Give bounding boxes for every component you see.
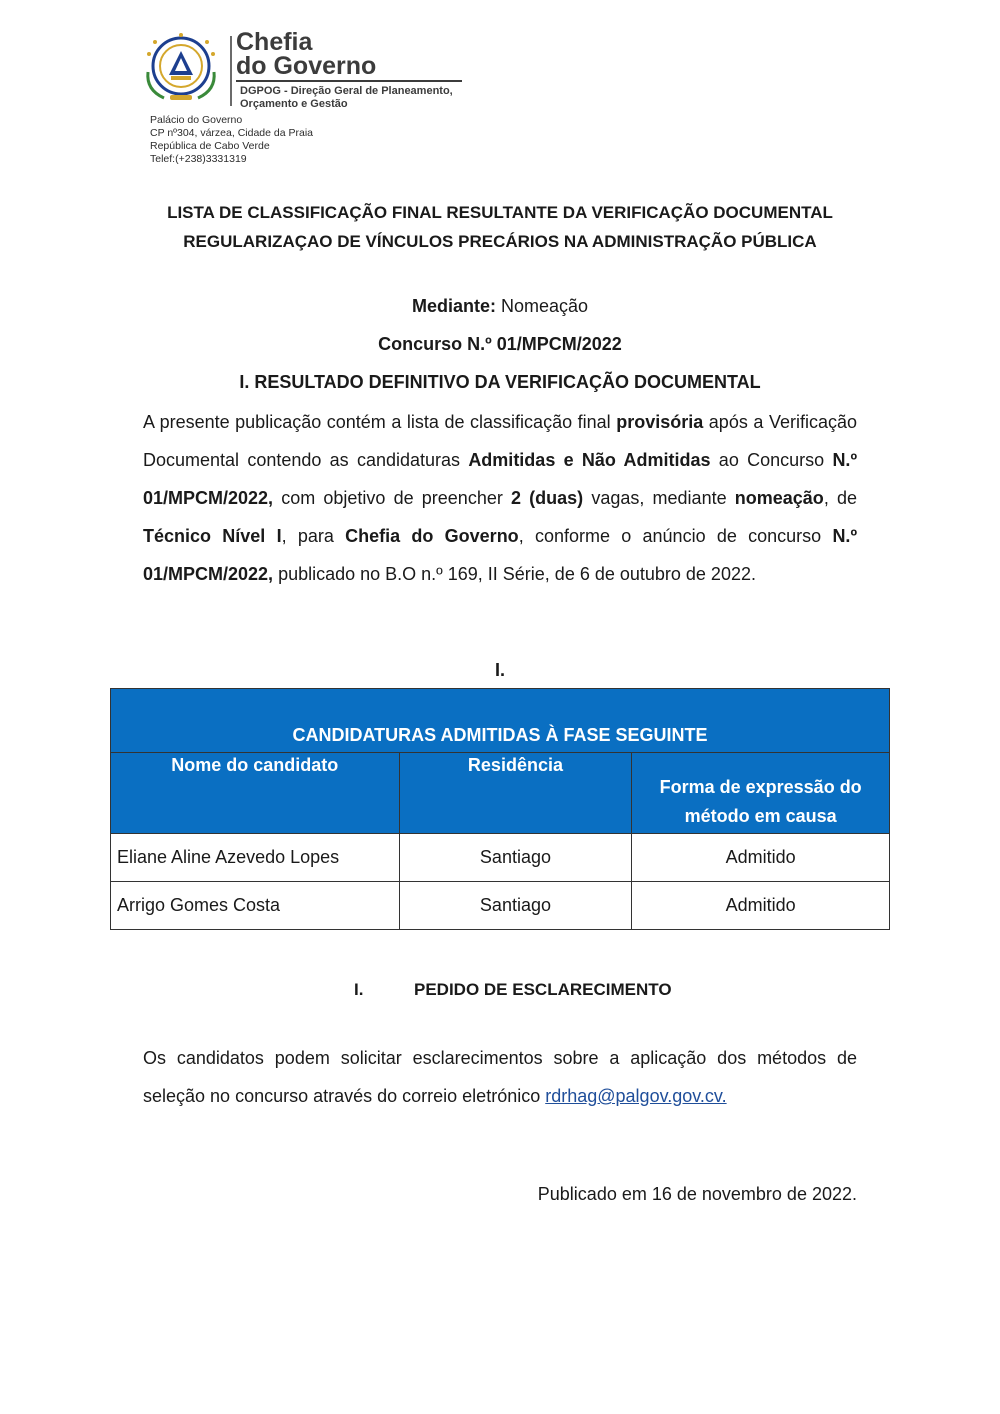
para-bold: 2 (duas)	[511, 488, 584, 508]
section2-number: I.	[354, 980, 364, 999]
cell-status: Admitido	[632, 834, 890, 882]
title-line1: LISTA DE CLASSIFICAÇÃO FINAL RESULTANTE DA VERIFICAÇÃO DOCUMENTAL	[167, 203, 833, 222]
cell-candidate-name: Eliane Aline Azevedo Lopes	[111, 834, 400, 882]
section1-title: I. RESULTADO DEFINITIVO DA VERIFICAÇÃO DOCUMENTAL	[239, 372, 761, 392]
table-band-row	[111, 689, 890, 753]
table-header-row	[111, 753, 890, 834]
table-band-title: CANDIDATURAS ADMITIDAS À FASE SEGUINTE	[111, 689, 890, 753]
para-text: com objetivo de preencher	[273, 488, 511, 508]
org-underline	[236, 80, 462, 82]
intro-paragraph	[143, 403, 857, 593]
address-line: CP nº304, várzea, Cidade da Praia	[150, 127, 313, 139]
email-link[interactable]: rdrhag@palgov.gov.cv.	[545, 1086, 727, 1106]
para-bold: N.º 01/MPCM/2022,	[143, 526, 858, 584]
para-text: , para	[281, 526, 346, 546]
cell-candidate-name: Arrigo Gomes Costa	[111, 882, 400, 930]
address-line: República de Cabo Verde	[150, 140, 270, 152]
table-row	[111, 834, 890, 882]
col-header-residence: Residência	[399, 753, 632, 834]
org-subtitle	[240, 85, 480, 111]
table-row	[111, 882, 890, 930]
mediante-label: Mediante:	[411, 296, 496, 316]
para-text: , de	[823, 488, 857, 508]
para-text: publicado no B.O n.º 169, II Série, de 6 de outubro de 2022.	[273, 564, 756, 584]
org-name	[236, 30, 376, 78]
org-name-line1: Chefia	[236, 28, 313, 56]
candidates-table	[110, 688, 890, 930]
mediante-line	[100, 296, 900, 317]
para-bold: N.º 01/MPCM/2022,	[143, 450, 858, 508]
para-bold: nomeação	[734, 488, 824, 508]
clarification-paragraph	[143, 1039, 857, 1115]
logo-divider	[230, 36, 232, 106]
address-block	[150, 114, 313, 166]
coat-of-arms-icon	[140, 32, 222, 106]
para-text: ao Concurso	[710, 450, 833, 470]
para-bold: Chefia do Governo	[345, 526, 519, 546]
header-logo	[140, 30, 480, 110]
section2-title: PEDIDO DE ESCLARECIMENTO	[414, 980, 672, 999]
para-text: após a Verificação Documental contendo as candidaturas	[143, 412, 857, 470]
para-bold: Técnico Nível I	[143, 526, 282, 546]
address-line: Telef:(+238)3331319	[150, 153, 247, 165]
para-bold: provisória	[616, 412, 704, 432]
mediante-value: Nomeação	[495, 296, 589, 316]
address-line: Palácio do Governo	[150, 114, 243, 126]
cell-residence: Santiago	[399, 834, 632, 882]
para-text: A presente publicação contém a lista de classificação final	[143, 412, 617, 432]
document-title	[100, 198, 900, 256]
org-subtitle-line1: DGPOG - Direção Geral de Planeamento,	[240, 85, 453, 97]
para-bold: Admitidas e Não Admitidas	[468, 450, 711, 470]
cell-residence: Santiago	[399, 882, 632, 930]
col-header-method: Forma de expressão do método em causa	[632, 753, 890, 834]
table-roman-number: I.	[494, 660, 505, 680]
para-text: vagas, mediante	[583, 488, 735, 508]
publication-date: Publicado em 16 de novembro de 2022.	[537, 1184, 857, 1204]
org-name-line2: do Governo	[236, 52, 377, 80]
para-text: , conforme o anúncio de concurso	[518, 526, 833, 546]
title-line2: REGULARIZAÇAO DE VÍNCULOS PRECÁRIOS NA ADMINISTRAÇÃO PÚBLICA	[183, 232, 817, 251]
col-header-name: Nome do candidato	[111, 753, 400, 834]
cell-status: Admitido	[632, 882, 890, 930]
org-subtitle-line2: Orçamento e Gestão	[240, 98, 348, 110]
concurso-number: Concurso N.º 01/MPCM/2022	[378, 334, 622, 354]
clarification-text: Os candidatos podem solicitar esclarecimentos sobre a aplicação dos métodos de seleção no concurso através do correio eletrónico	[143, 1048, 857, 1106]
